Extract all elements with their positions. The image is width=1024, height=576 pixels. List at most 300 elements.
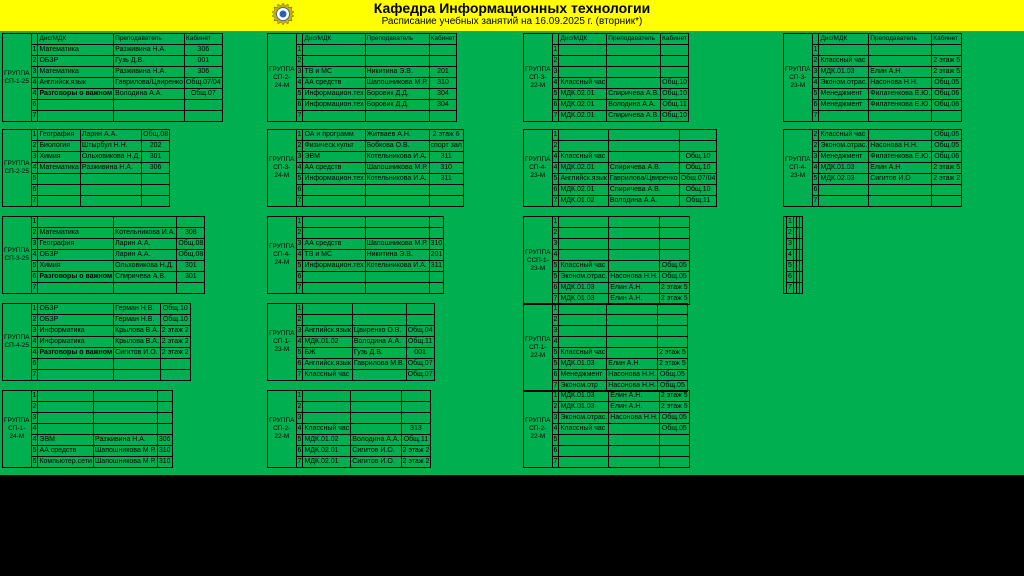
lesson-number: 6 — [552, 370, 559, 381]
lesson-number: 7 — [812, 196, 819, 207]
teacher-cell: Шапошникова М.Р. — [365, 78, 429, 89]
lesson-number: 2 — [296, 56, 303, 67]
lesson-number: 2 — [552, 141, 559, 152]
teacher-cell: Володина А.А. — [114, 89, 185, 100]
lesson-number: 7 — [296, 370, 303, 381]
lesson-number: 1 — [31, 304, 38, 315]
schedule-grid — [0, 31, 1024, 475]
teacher-cell — [609, 250, 660, 261]
teacher-cell — [365, 217, 429, 228]
lesson-number: 6 — [552, 446, 559, 457]
lesson-number: 7 — [552, 381, 559, 392]
room-cell: Общ.05 — [657, 370, 687, 381]
room-cell — [177, 283, 205, 294]
subject-cell — [559, 315, 607, 326]
subject-cell — [559, 45, 607, 56]
room-cell — [429, 45, 457, 56]
table-row — [3, 391, 173, 402]
table-row — [268, 217, 444, 228]
teacher-cell: Елин А.Н. — [609, 391, 660, 402]
lesson-number: 7 — [552, 457, 559, 468]
lesson-number: 2 — [812, 56, 819, 67]
subject-cell — [38, 391, 93, 402]
room-cell: 2 этаж 5 — [657, 348, 687, 359]
teacher-header: Преподаватель — [365, 34, 429, 45]
subject-cell: Английск.язык — [303, 359, 352, 370]
lesson-number: 4 — [296, 337, 303, 348]
subject-cell: АА средств — [303, 163, 365, 174]
lesson-number: 1 — [31, 45, 38, 56]
room-cell: Общ.05 — [932, 141, 962, 152]
teacher-cell — [365, 196, 429, 207]
teacher-cell: Крылова В.А. — [114, 326, 161, 337]
teacher-cell: Шапошникова М.Р. — [365, 239, 429, 250]
teacher-cell: Разживина Н.А. — [114, 67, 185, 78]
subject-cell: МДК.02.01 — [559, 185, 608, 196]
subject-cell — [303, 391, 351, 402]
teacher-cell — [607, 67, 661, 78]
teacher-cell — [869, 45, 932, 56]
table-row — [524, 304, 688, 315]
teacher-cell — [607, 78, 661, 89]
subject-cell: Разговоры о важном — [38, 89, 114, 100]
room-cell: Общ.10 — [679, 185, 717, 196]
teacher-cell — [609, 457, 660, 468]
room-cell — [160, 370, 190, 381]
subject-cell: Математика — [38, 67, 114, 78]
subject-cell: Классный час — [559, 424, 609, 435]
subject-cell: Менеджмент — [819, 152, 869, 163]
teacher-cell: Володина А.А. — [352, 337, 406, 348]
lesson-number: 1 — [31, 130, 38, 141]
room-cell: 2 этаж 2 — [160, 326, 190, 337]
teacher-cell — [608, 141, 679, 152]
teacher-cell — [609, 261, 660, 272]
group-name: ГРУППА СП-4-24-М — [268, 217, 297, 294]
group-name: ГРУППА СП-2-22-М — [524, 391, 553, 468]
lesson-number: 3 — [31, 239, 38, 250]
lesson-number: 7 — [552, 111, 559, 122]
subject-cell — [38, 424, 93, 435]
teacher-cell: Гузь Д.В. — [352, 348, 406, 359]
lesson-number: 6 — [296, 185, 303, 196]
room-cell: 2 этаж 2 — [401, 446, 431, 457]
teacher-cell: Никитина Э.В. — [365, 67, 429, 78]
subject-cell: Эконом.отрас. — [559, 272, 609, 283]
room-cell: 310 — [429, 163, 463, 174]
room-cell: 310 — [429, 239, 444, 250]
table-row — [3, 78, 223, 89]
lesson-number: 4 — [296, 250, 303, 261]
lesson-number: 5 — [812, 89, 819, 100]
room-cell — [799, 228, 802, 239]
teacher-cell: Елин А.Н. — [869, 163, 932, 174]
subject-cell — [559, 56, 607, 67]
lesson-number: 5 — [552, 261, 559, 272]
subject-cell: Менеджмент — [819, 100, 869, 111]
teacher-cell — [114, 359, 161, 370]
subject-cell: МДК.01.03 — [819, 163, 869, 174]
teacher-cell — [80, 196, 141, 207]
subject-cell — [819, 185, 869, 196]
lesson-number: 3 — [552, 239, 559, 250]
lesson-number: 6 — [812, 100, 819, 111]
lesson-number: 6 — [31, 457, 38, 468]
subject-cell: Классный час — [559, 152, 608, 163]
table-row — [268, 89, 457, 100]
teacher-cell — [609, 424, 660, 435]
subject-cell — [38, 196, 80, 207]
teacher-cell — [609, 435, 660, 446]
table-row — [268, 100, 457, 111]
subject-cell — [559, 67, 607, 78]
lesson-number: 7 — [31, 370, 38, 381]
lesson-number: 2 — [296, 402, 303, 413]
group-name: ГРУППА СП-2-25 — [3, 130, 32, 207]
room-cell: 2 этаж 2 — [401, 457, 431, 468]
room-cell: Общ.11 — [679, 196, 717, 207]
subject-cell: Классный час — [303, 424, 351, 435]
teacher-cell: Володина А.А. — [608, 196, 679, 207]
schedule-table — [2, 33, 223, 122]
subject-cell: МДК.01.03 — [559, 359, 607, 370]
lesson-number: 5 — [296, 261, 303, 272]
table-row — [3, 89, 223, 100]
room-cell — [799, 261, 802, 272]
table-row — [524, 152, 717, 163]
teacher-cell — [365, 283, 429, 294]
subject-cell — [559, 337, 607, 348]
lesson-number: 1 — [31, 391, 38, 402]
teacher-cell — [869, 56, 932, 67]
teacher-cell: Котельникова И.А. — [365, 261, 429, 272]
subject-cell: МДК.02.01 — [559, 100, 607, 111]
teacher-cell: Филатенкова Е.Ю. — [869, 152, 932, 163]
room-cell — [659, 250, 689, 261]
teacher-cell: Никитина Э.В. — [365, 250, 429, 261]
lesson-number: 5 — [296, 174, 303, 185]
teacher-header: Преподаватель — [114, 34, 185, 45]
teacher-cell: Насонова Н.Н. — [869, 141, 932, 152]
subject-cell — [559, 217, 609, 228]
lesson-number: 1 — [552, 304, 559, 315]
subject-cell — [38, 413, 93, 424]
teacher-cell: Ларин А.А. — [114, 250, 177, 261]
subject-cell — [38, 100, 114, 111]
lesson-number: 2 — [31, 315, 38, 326]
teacher-cell — [80, 174, 141, 185]
room-header: Кабинет — [661, 34, 689, 45]
lesson-number: 2 — [552, 315, 559, 326]
lesson-number: 5 — [31, 174, 38, 185]
table-row — [268, 391, 431, 402]
teacher-cell: Елин А.Н. — [609, 283, 660, 294]
group-name: ГРУППА СП-2-24-М — [268, 34, 297, 122]
subject-cell: МДК.02.01 — [303, 457, 351, 468]
group-name: ГРУППА СП-3-24-М — [268, 130, 297, 207]
room-cell: 001 — [184, 56, 222, 67]
lesson-number: 2 — [812, 130, 819, 141]
subject-cell — [559, 304, 607, 315]
subject-cell: Эконом.отрас. — [559, 413, 609, 424]
room-cell: 2 этаж 2 — [932, 174, 962, 185]
subject-cell: Компьютер.сети — [38, 457, 93, 468]
lesson-number: 5 — [552, 272, 559, 283]
lesson-number: 6 — [296, 359, 303, 370]
lesson-number: 1 — [31, 217, 38, 228]
teacher-cell: Насонова Н.Н. — [869, 78, 932, 89]
teacher-cell: Разживина Н.А. — [93, 435, 157, 446]
room-cell: Общ.07 — [184, 89, 222, 100]
subject-cell: БЖ — [303, 348, 352, 359]
teacher-cell — [609, 239, 660, 250]
teacher-cell — [869, 111, 932, 122]
lesson-number: 5 — [812, 174, 819, 185]
table-row — [3, 111, 223, 122]
teacher-cell: Спиричева А.В. — [607, 111, 661, 122]
lesson-number: 6 — [552, 100, 559, 111]
room-cell: Общ.10 — [679, 163, 717, 174]
teacher-cell — [365, 45, 429, 56]
room-cell: 308 — [177, 228, 205, 239]
table-row — [268, 56, 457, 67]
teacher-cell — [609, 446, 660, 457]
teacher-cell: Сигитов И.О — [869, 174, 932, 185]
room-cell: 301 — [177, 272, 205, 283]
teacher-cell — [609, 217, 660, 228]
schedule-table — [2, 303, 191, 381]
room-cell: Общ.04 — [406, 326, 434, 337]
room-cell — [932, 185, 962, 196]
lesson-number: 7 — [812, 111, 819, 122]
lesson-number: 2 — [296, 228, 303, 239]
lesson-number: 1 — [552, 391, 559, 402]
schedule-table — [2, 129, 170, 207]
room-cell — [679, 141, 717, 152]
teacher-cell: Гузь Д.В. — [114, 56, 185, 67]
room-cell — [406, 304, 434, 315]
subject-cell: МДК.02.03 — [819, 174, 869, 185]
table-row — [524, 391, 690, 402]
lesson-number: 5 — [552, 174, 559, 185]
teacher-cell: Гаврилова/Цвиренко — [608, 174, 679, 185]
teacher-cell: Шапошникова М.Р. — [93, 446, 157, 457]
lesson-number: 7 — [31, 283, 38, 294]
subject-cell — [38, 111, 114, 122]
subject-cell — [819, 111, 869, 122]
room-cell: Общ.08 — [142, 130, 170, 141]
room-cell — [401, 391, 431, 402]
teacher-cell — [114, 111, 185, 122]
subject-cell — [303, 56, 365, 67]
lesson-number: 7 — [296, 283, 303, 294]
room-cell: 311 — [429, 174, 463, 185]
table-row — [268, 111, 457, 122]
teacher-cell — [607, 56, 661, 67]
room-header: Кабинет — [184, 34, 222, 45]
lesson-number: 5 — [552, 348, 559, 359]
lesson-number: 3 — [552, 326, 559, 337]
room-cell: Общ.07 — [406, 359, 434, 370]
table-header-row — [524, 34, 689, 45]
teacher-cell — [93, 391, 157, 402]
group-name: ГРУППА СП-1-25 — [3, 34, 32, 122]
lesson-number: 4 — [31, 89, 38, 100]
lesson-number: 5 — [787, 261, 794, 272]
table-row — [3, 239, 205, 250]
room-cell: Общ.11 — [661, 100, 689, 111]
room-cell: Общ.10 — [661, 89, 689, 100]
subject-cell — [38, 217, 114, 228]
teacher-cell: Елин А.Н. — [869, 67, 932, 78]
group-name: ГРУППА СП-2-22-М — [268, 391, 297, 468]
room-cell — [429, 111, 457, 122]
table-row — [784, 239, 803, 250]
lesson-number: 4 — [31, 348, 38, 359]
schedule-table — [267, 33, 457, 122]
teacher-cell — [80, 185, 141, 196]
lesson-number: 3 — [31, 152, 38, 163]
lesson-number: 7 — [787, 283, 794, 294]
subject-cell: Эконом.отрас. — [819, 78, 869, 89]
teacher-cell — [365, 185, 429, 196]
subject-cell: ТВ и МС — [303, 67, 365, 78]
teacher-cell: Володина А.А. — [607, 100, 661, 111]
lesson-number: 4 — [31, 435, 38, 446]
subject-cell — [38, 174, 80, 185]
lesson-number: 5 — [296, 348, 303, 359]
room-cell — [661, 56, 689, 67]
teacher-cell — [114, 217, 177, 228]
lesson-number: 6 — [787, 272, 794, 283]
room-cell: 001 — [406, 348, 434, 359]
lesson-number: 4 — [552, 163, 559, 174]
subject-cell — [303, 185, 365, 196]
subject-cell: МДК.01.02 — [303, 435, 351, 446]
room-cell — [177, 217, 205, 228]
lesson-number: 2 — [296, 315, 303, 326]
subject-header: Дис/МДК — [38, 34, 114, 45]
teacher-cell: Спиричева А.В. — [608, 185, 679, 196]
room-cell: Общ.05 — [659, 424, 689, 435]
teacher-cell — [351, 413, 401, 424]
teacher-cell: Крылова В.А. — [114, 337, 161, 348]
room-cell: 2 этаж 2 — [160, 348, 190, 359]
room-cell — [932, 196, 962, 207]
teacher-cell: Гаврилова М.В. — [352, 359, 406, 370]
teacher-cell — [365, 111, 429, 122]
page-subtitle: Расписание учебных занятий на 16.09.2025 г. (вторник*) — [381, 16, 643, 27]
teacher-cell: Бобкова О.В. — [365, 141, 429, 152]
table-row — [3, 67, 223, 78]
teacher-cell: Насонова Н.Н. — [609, 413, 660, 424]
lesson-number: 3 — [296, 413, 303, 424]
teacher-cell — [608, 152, 679, 163]
lesson-number: 4 — [812, 78, 819, 89]
teacher-cell: Разживина Н.А. — [114, 45, 185, 56]
room-cell — [157, 391, 172, 402]
teacher-cell: Елин А.Н. — [609, 402, 660, 413]
teacher-cell: Разживина Н.А. — [80, 163, 141, 174]
subject-cell: ОБЗР — [38, 250, 114, 261]
room-cell: Общ.06 — [932, 100, 962, 111]
teacher-cell: Елин А.Н. — [607, 359, 658, 370]
subject-cell: ОБЗР — [38, 315, 114, 326]
subject-cell — [559, 130, 608, 141]
table-row — [3, 272, 205, 283]
table-row — [3, 130, 170, 141]
subject-cell — [559, 250, 609, 261]
room-cell: Общ.05 — [659, 413, 689, 424]
table-row — [3, 283, 205, 294]
teacher-cell — [365, 228, 429, 239]
room-cell: Общ.06 — [932, 89, 962, 100]
subject-cell: Классный час — [559, 348, 607, 359]
subject-cell: МДК.01.03 — [559, 391, 609, 402]
lesson-number: 2 — [552, 402, 559, 413]
schedule-table — [783, 33, 962, 122]
header-number-cell — [812, 34, 819, 45]
room-cell: 201 — [429, 67, 457, 78]
lesson-number: 1 — [552, 217, 559, 228]
room-cell: 311 — [429, 261, 444, 272]
table-row — [268, 78, 457, 89]
subject-cell: Менеджмент — [559, 370, 607, 381]
lesson-number: 6 — [812, 185, 819, 196]
room-cell — [184, 111, 222, 122]
lesson-number: 2 — [552, 228, 559, 239]
lesson-number: 2 — [31, 141, 38, 152]
subject-cell — [38, 359, 114, 370]
room-cell — [799, 272, 802, 283]
room-cell: 304 — [429, 100, 457, 111]
group-name: ГРУППА СП-1-23-М — [268, 304, 297, 381]
teacher-cell: Ларин А.А. — [80, 130, 141, 141]
room-cell: 313 — [401, 424, 431, 435]
lesson-number: 7 — [552, 294, 559, 305]
subject-cell — [303, 283, 365, 294]
lesson-number: 7 — [552, 196, 559, 207]
table-row — [3, 348, 191, 359]
teacher-cell — [607, 45, 661, 56]
subject-cell: ОБЗР — [38, 304, 114, 315]
room-cell — [657, 304, 687, 315]
subject-cell: ОБЗР — [38, 56, 114, 67]
room-cell — [799, 217, 802, 228]
lesson-number: 4 — [31, 337, 38, 348]
lesson-number: 1 — [552, 45, 559, 56]
room-cell: 2 этаж 2 — [160, 337, 190, 348]
teacher-cell: Володина А.А. — [351, 435, 401, 446]
teacher-cell: Филатенкова Е.Ю. — [869, 89, 932, 100]
page-header — [0, 0, 1024, 31]
room-cell: 2 этаж 5 — [659, 391, 689, 402]
lesson-number: 1 — [552, 130, 559, 141]
subject-cell — [559, 326, 607, 337]
table-row — [784, 261, 803, 272]
table-row — [3, 261, 205, 272]
teacher-cell — [93, 402, 157, 413]
lesson-number: 7 — [296, 196, 303, 207]
teacher-cell — [114, 370, 161, 381]
subject-cell: Информацион.тех — [303, 174, 365, 185]
page-title: Кафедра Информационных технологии — [373, 0, 651, 16]
room-cell — [661, 45, 689, 56]
room-cell — [142, 185, 170, 196]
subject-cell: ЭВМ — [303, 152, 365, 163]
room-cell — [679, 130, 717, 141]
teacher-cell: Котельникова И.А. — [365, 174, 429, 185]
